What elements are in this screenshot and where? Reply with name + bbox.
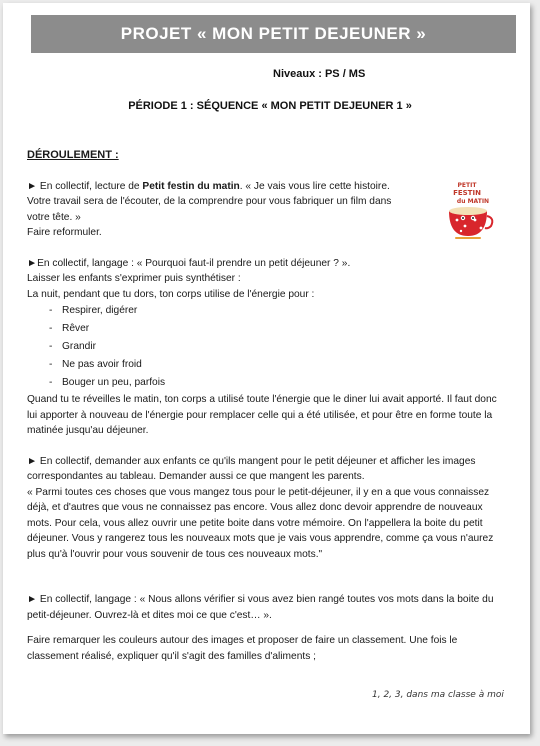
step1-text: . « Je vais vous lire cette histoire. Votre travail sera de l'écouter, de la comprendre pour vous fabriquer un film dans votre tête. » bbox=[27, 180, 392, 223]
step1-followup: Faire reformuler. bbox=[27, 227, 102, 238]
energy-list bbox=[27, 302, 507, 392]
list-item: - Rêver bbox=[49, 320, 507, 338]
step2-line2: Laisser les enfants s'exprimer puis synthétiser : bbox=[27, 273, 241, 284]
list-item: - Grandir bbox=[49, 338, 507, 356]
list-item: - Respirer, digérer bbox=[49, 302, 507, 320]
step4-line2: Faire remarquer les couleurs autour des images et proposer de faire un classement. Une fois le classement réalisé, expliquer qu'il s'agit des familles d'aliments ; bbox=[27, 635, 458, 662]
step3-quote: « Parmi toutes ces choses que vous mangez tous pour le petit-déjeuner, il y en a que vous connaissez déjà, et d'autres que vous ne connaissez pas encore. Vous allez donc devoir apprendre de nouveaux mots. Pour cela, vous allez ouvrir une petite boite dans votre mémoire. On l'appellera la boite du petit déjeuner. Vous y rangerez tous les nouveaux mots que je vais vous apprendre, comme ça vous n'aurez plus qu'à l'ouvrir pour vous souvenir de tous ces nouveaux mots." bbox=[27, 486, 494, 560]
book-cover-image bbox=[437, 178, 499, 244]
niveaux-label: Niveaux : PS / MS bbox=[273, 68, 366, 80]
step3-line1: ► En collectif, demander aux enfants ce qu'ils mangent pour le petit déjeuner et afficher les images correspondantes au tableau. Demander aussi ce que mangent les parents. bbox=[27, 455, 476, 482]
book-title: Petit festin du matin bbox=[142, 180, 240, 192]
step1-paragraph bbox=[27, 179, 412, 226]
step2-line1: ►En collectif, langage : « Pourquoi faut-il prendre un petit déjeuner ? ». bbox=[27, 257, 351, 269]
title-banner: PROJET « MON PETIT DEJEUNER » bbox=[31, 15, 516, 53]
cover-line2: FESTIN bbox=[453, 189, 481, 197]
list-item: - Bouger un peu, parfois bbox=[49, 374, 507, 392]
periode-heading: PÉRIODE 1 : SÉQUENCE « MON PETIT DEJEUNER 1 » bbox=[128, 100, 412, 112]
deroulement-heading: DÉROULEMENT : bbox=[27, 149, 119, 161]
step1-prefix: ► En collectif, lecture de bbox=[27, 180, 143, 192]
cover-line1: PETIT bbox=[457, 182, 477, 189]
deroulement-section bbox=[27, 148, 507, 664]
list-item: - Ne pas avoir froid bbox=[49, 356, 507, 374]
step4-line1: ► En collectif, langage : « Nous allons vérifier si vous avez bien rangé toutes vos mots dans la boite du petit-déjeuner. Ouvrez-là et dites moi ce que c'est… ». bbox=[27, 594, 494, 621]
step2-conclusion: Quand tu te réveilles le matin, ton corps a utilisé toute l'énergie que le diner lui avait apporté. Il faut donc lui apporter à nouveau de l'énergie pour remplacer celle qui a été utilisée, et pour être en forme toute la matinée jusqu'au déjeuner. bbox=[27, 394, 497, 436]
cover-line3: du MATIN bbox=[456, 198, 490, 205]
step2-line3: La nuit, pendant que tu dors, ton corps utilise de l'énergie pour : bbox=[27, 288, 315, 300]
footer-signature: 1, 2, 3, dans ma classe à moi bbox=[372, 690, 504, 700]
